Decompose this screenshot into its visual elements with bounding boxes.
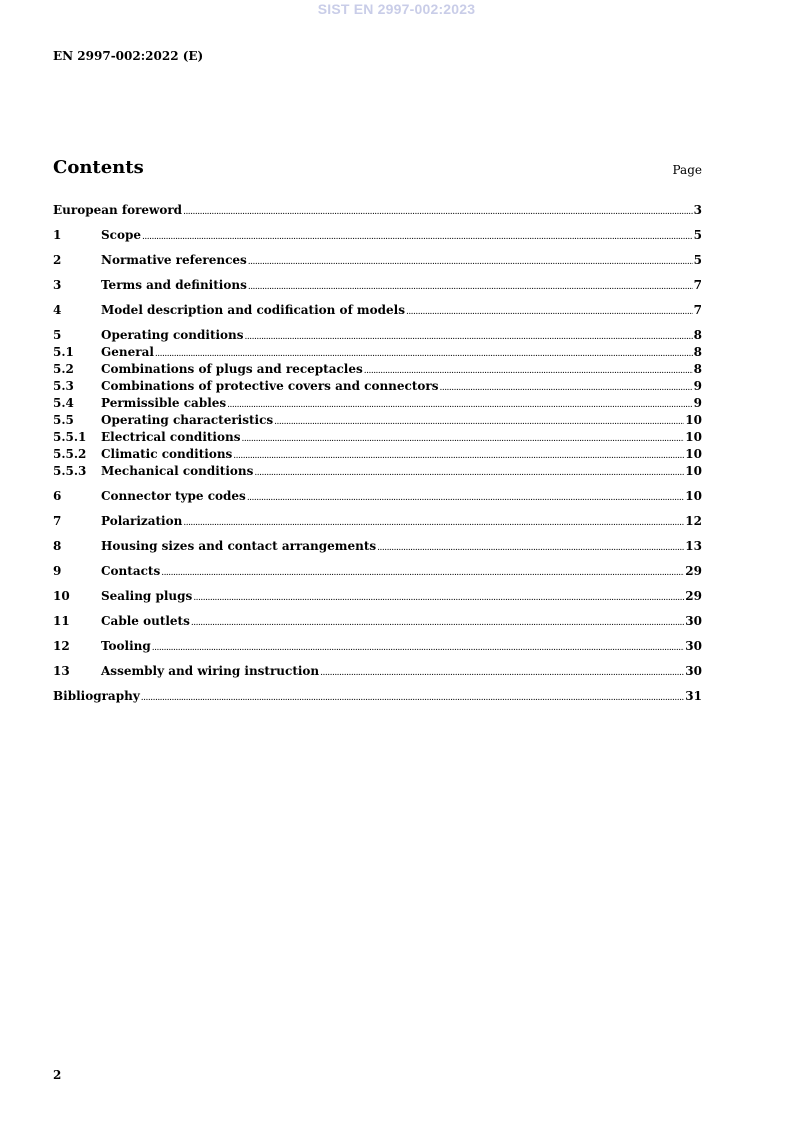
toc-dot-leader: [247, 490, 684, 507]
toc-entry-page: 8: [693, 328, 702, 342]
toc-entry-title: Contacts: [101, 564, 161, 578]
contents-heading: Contents: [53, 157, 144, 178]
toc-entry[interactable]: [53, 688, 702, 705]
toc-entry-title: Combinations of plugs and receptacles: [101, 362, 363, 376]
toc-dot-leader: [142, 229, 693, 246]
toc-entry-title: Normative references: [101, 253, 247, 267]
toc-dot-leader: [183, 204, 693, 221]
toc-entry-number: 5.3: [53, 379, 74, 393]
toc-entry-number: 8: [53, 539, 62, 553]
toc-entry-page: 29: [685, 589, 702, 603]
toc-entry-number: 1: [53, 228, 62, 242]
toc-entry-number: 5.2: [53, 362, 74, 376]
toc-entry[interactable]: [53, 378, 702, 395]
toc-entry-page: 13: [685, 539, 702, 553]
toc-entry[interactable]: [53, 395, 702, 412]
toc-entry[interactable]: [53, 446, 702, 463]
toc-entry-number: 2: [53, 253, 62, 267]
toc-dot-leader: [233, 448, 684, 465]
toc-dot-leader: [183, 515, 684, 532]
toc-entry-number: 9: [53, 564, 62, 578]
page-column-label: Page: [672, 163, 702, 177]
toc-dot-leader: [377, 540, 684, 557]
toc-entry-page: 8: [693, 362, 702, 376]
toc-dot-leader: [161, 565, 684, 582]
toc-entry[interactable]: [53, 488, 702, 505]
toc-dot-leader: [254, 465, 684, 482]
toc-entry[interactable]: [53, 588, 702, 605]
toc-entry-number: 5.4: [53, 396, 74, 410]
toc-entry[interactable]: [53, 227, 702, 244]
toc-entry-number: 7: [53, 514, 62, 528]
toc-entry-number: 6: [53, 489, 62, 503]
toc-entry-number: 10: [53, 589, 70, 603]
toc-entry-number: 13: [53, 664, 70, 678]
toc-entry[interactable]: [53, 361, 702, 378]
toc-entry-page: 30: [685, 614, 702, 628]
toc-entry-number: 3: [53, 278, 62, 292]
toc-entry-title: Housing sizes and contact arrangements: [101, 539, 377, 553]
toc-dot-leader: [141, 690, 685, 707]
toc-entry-number: 5: [53, 328, 62, 342]
toc-entry-number: 12: [53, 639, 70, 653]
toc-entry[interactable]: [53, 327, 702, 344]
toc-entry-number: 5.5.2: [53, 447, 87, 461]
toc-dot-leader: [274, 414, 684, 431]
toc-entry-title: Mechanical conditions: [101, 464, 254, 478]
toc-entry-title: Electrical conditions: [101, 430, 241, 444]
toc-entry-page: 10: [685, 430, 702, 444]
toc-entry[interactable]: [53, 563, 702, 580]
toc-entry-page: 9: [693, 379, 702, 393]
toc-entry-page: 10: [685, 447, 702, 461]
toc-entry-title: Operating characteristics: [101, 413, 274, 427]
toc-dot-leader: [248, 279, 693, 296]
toc-dot-leader: [320, 665, 684, 682]
toc-entry-title: Permissible cables: [101, 396, 227, 410]
document-id: EN 2997-002:2022 (E): [53, 49, 204, 63]
toc-entry-title: Assembly and wiring instruction: [101, 664, 320, 678]
toc-entry-title: Combinations of protective covers and connectors: [101, 379, 439, 393]
watermark: SIST EN 2997-002:2023: [317, 1, 476, 17]
toc-dot-leader: [439, 380, 692, 397]
toc-entry-number: 5.1: [53, 345, 74, 359]
toc-entry-title: Operating conditions: [101, 328, 244, 342]
toc-entry-number: 5.5.1: [53, 430, 87, 444]
toc-dot-leader: [248, 254, 693, 271]
table-of-contents: [53, 202, 702, 705]
toc-entry-page: 30: [685, 664, 702, 678]
toc-entry-title: European foreword: [53, 203, 183, 217]
toc-entry[interactable]: [53, 538, 702, 555]
toc-entry-title: Cable outlets: [101, 614, 190, 628]
toc-entry[interactable]: [53, 613, 702, 630]
toc-entry-page: 3: [693, 203, 702, 217]
toc-entry-page: 12: [685, 514, 702, 528]
toc-entry[interactable]: [53, 463, 702, 480]
toc-entry[interactable]: [53, 412, 702, 429]
toc-entry-page: 30: [685, 639, 702, 653]
toc-entry-title: Sealing plugs: [101, 589, 193, 603]
toc-dot-leader: [152, 640, 685, 657]
toc-entry-page: 10: [685, 489, 702, 503]
toc-entry-title: Model description and codification of models: [101, 303, 405, 317]
toc-entry-page: 5: [693, 228, 702, 242]
toc-entry-page: 9: [693, 396, 702, 410]
toc-entry-number: 5.5.3: [53, 464, 87, 478]
toc-entry[interactable]: [53, 663, 702, 680]
toc-entry-title: Terms and definitions: [101, 278, 247, 292]
toc-entry[interactable]: [53, 302, 702, 319]
toc-entry-page: 29: [685, 564, 702, 578]
toc-dot-leader: [193, 590, 684, 607]
toc-dot-leader: [227, 397, 692, 414]
toc-entry[interactable]: [53, 202, 702, 219]
toc-dot-leader: [406, 304, 693, 321]
toc-entry-title: Bibliography: [53, 689, 140, 703]
toc-entry[interactable]: [53, 429, 702, 446]
toc-entry-number: 4: [53, 303, 62, 317]
toc-entry-page: 8: [693, 345, 702, 359]
toc-entry[interactable]: [53, 344, 702, 361]
toc-entry-title: General: [101, 345, 154, 359]
toc-entry-page: 10: [685, 413, 702, 427]
toc-entry-number: 5.5: [53, 413, 74, 427]
toc-entry[interactable]: [53, 638, 702, 655]
toc-entry[interactable]: [53, 252, 702, 269]
toc-entry-page: 7: [693, 303, 702, 317]
toc-entry-title: Tooling: [101, 639, 151, 653]
toc-entry[interactable]: [53, 277, 702, 294]
toc-dot-leader: [191, 615, 684, 632]
toc-entry-page: 5: [693, 253, 702, 267]
page-number: 2: [53, 1068, 62, 1082]
toc-entry-title: Scope: [101, 228, 142, 242]
toc-entry[interactable]: [53, 513, 702, 530]
toc-entry-page: 7: [693, 278, 702, 292]
toc-dot-leader: [241, 431, 684, 448]
toc-entry-title: Climatic conditions: [101, 447, 233, 461]
toc-entry-title: Polarization: [101, 514, 183, 528]
toc-entry-number: 11: [53, 614, 70, 628]
toc-entry-page: 31: [685, 689, 702, 703]
toc-entry-title: Connector type codes: [101, 489, 246, 503]
toc-entry-page: 10: [685, 464, 702, 478]
toc-dot-leader: [245, 329, 693, 346]
